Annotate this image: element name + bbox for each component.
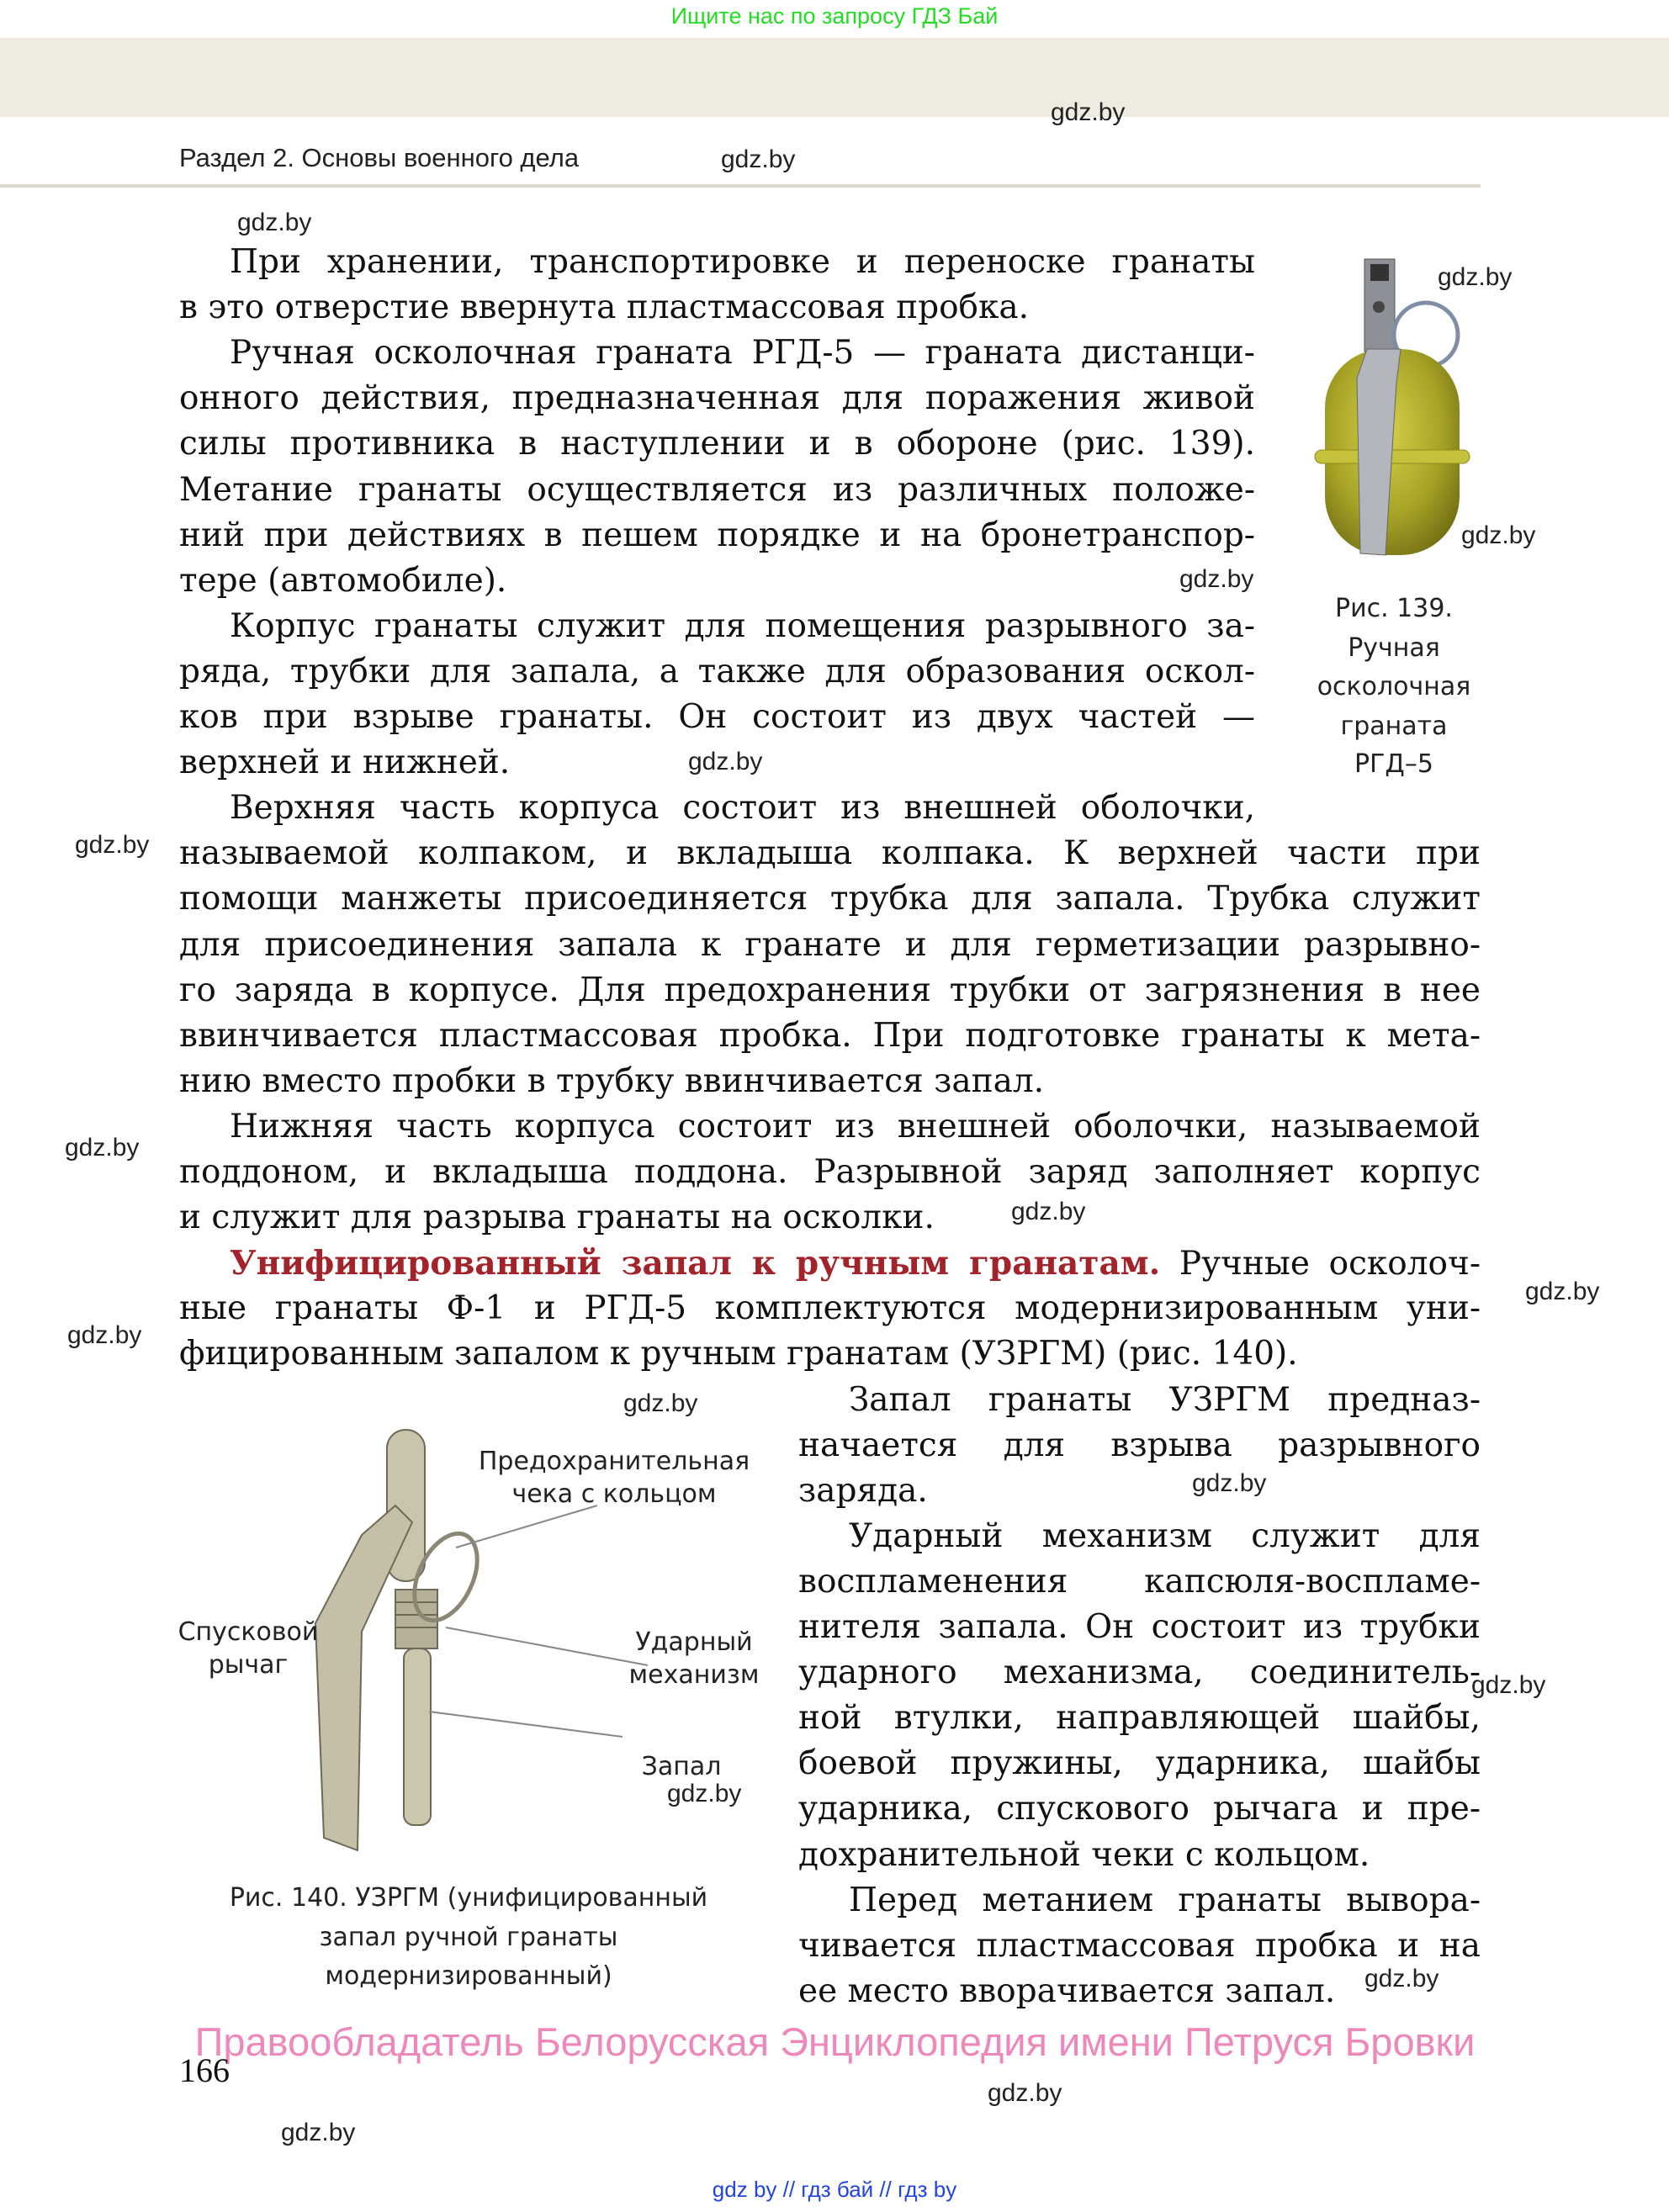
watermark: gdz.by [281, 2119, 356, 2146]
section-header: Раздел 2. Основы военного дела [179, 143, 580, 172]
text-line: онного действия, предназначенная для поражения живой [179, 379, 1255, 418]
watermark: gdz.by [667, 1780, 742, 1807]
page-number: 166 [179, 2051, 230, 2089]
text-line: Ударный механизм служит для [849, 1516, 1481, 1555]
watermark: gdz.by [1192, 1469, 1267, 1497]
label-line: Предохранительная [478, 1447, 750, 1476]
label-line: Спусковой [177, 1617, 319, 1647]
label-line: чека с кольцом [511, 1479, 717, 1509]
watermark: gdz.by [1051, 98, 1126, 126]
text-line: начается для взрыва разрывного [798, 1426, 1481, 1464]
text-line: го заряда в корпусе. Для предохранения трубки от загрязнения в нее [179, 971, 1481, 1009]
watermark: gdz.by [237, 209, 312, 236]
caption-line: запал ручной гранаты [319, 1923, 618, 1952]
watermark: gdz.by [1011, 1198, 1086, 1225]
text-line: ударного механизма, соединитель- [798, 1654, 1481, 1692]
text-line: дохранительной чеки с кольцом. [798, 1835, 1370, 1874]
header-band [0, 38, 1669, 117]
text-line: ний при действиях в пешем порядке и на бронетранспор- [179, 516, 1255, 554]
text-line: чивается пластмассовая пробка и на [798, 1926, 1481, 1965]
text-line: боевой пружины, ударника, шайбы [798, 1744, 1481, 1783]
text-line: Нижняя часть корпуса состоит из внешней оболочки, называемой [230, 1107, 1481, 1146]
text-line: ряда, трубки для запала, а также для образования оскол- [179, 652, 1255, 691]
text-line: поддоном, и вкладыша поддона. Разрывной заряд заполняет корпус [179, 1153, 1481, 1191]
caption-line: граната [1340, 712, 1448, 741]
text-line: Корпус гранаты служит для помещения разрывного за- [230, 606, 1255, 645]
text-line: Перед метанием гранаты вывора- [849, 1881, 1481, 1919]
text-line: для присоединения запала к гранате и для герметизации разрывно- [179, 925, 1481, 964]
text-line: верхней и нижней. [179, 744, 511, 782]
text-line: Ручная осколочная граната РГД-5 — граната дистанци- [230, 334, 1255, 373]
text-span: Ручные осколоч- [1160, 1245, 1481, 1283]
text-line: помощи манжеты присоединяется трубка для запала. Трубка служит [179, 880, 1481, 918]
label-release-lever [156, 1616, 341, 1681]
text-line: нию вместо пробки в трубку ввинчивается запал. [179, 1061, 1045, 1100]
watermark: gdz.by [721, 146, 796, 173]
watermark: gdz.by [688, 748, 763, 775]
text-line: Верхняя часть корпуса состоит из внешней оболочки, [230, 789, 1255, 828]
label-line: рычаг [208, 1650, 289, 1680]
caption-line: Рис. 140. УЗРГМ (унифицированный [229, 1883, 708, 1913]
text-line: в это отверстие ввернута пластмассовая пробка. [179, 288, 1030, 327]
text-line: ударника, спускового рычага и пре- [798, 1790, 1481, 1828]
watermark: gdz.by [65, 1134, 140, 1162]
text-line: фицированным запалом к ручным гранатам (УЗРГМ) (рис. 140). [179, 1335, 1298, 1373]
rgd5-grenade-image [1308, 252, 1476, 559]
label-line: механизм [628, 1660, 760, 1690]
watermark: gdz.by [1471, 1671, 1546, 1699]
text-line: ее место вворачивается запал. [798, 1971, 1336, 2010]
text-line: нителя запала. Он состоит из трубки [798, 1608, 1481, 1646]
watermark: gdz.by [988, 2079, 1062, 2107]
text-line: называемой колпаком, и вкладыша колпака. К верхней части при [179, 834, 1481, 873]
text-line: силы противника в наступлении и в обороне (рис. 139). [179, 425, 1255, 463]
label-fuse: Запал [641, 1752, 722, 1781]
text-line: При хранении, транспортировке и переноске гранаты [230, 243, 1255, 281]
text-line: Метание гранаты осуществляется из различных положе- [179, 470, 1255, 509]
header-divider [0, 184, 1481, 188]
text-line: и служит для разрыва гранаты на осколки. [179, 1199, 935, 1237]
search-hint-banner: Ищите нас по запросу ГДЗ Бай [670, 3, 999, 29]
caption-line: Ручная [1348, 633, 1440, 663]
bottom-links: gdz by // гдз бай // гдз by [712, 2177, 957, 2202]
caption-line: Рис. 139. [1335, 594, 1453, 623]
watermark: gdz.by [1525, 1278, 1600, 1305]
text-line: ные гранаты Ф-1 и РГД-5 комплектуются модернизированным уни- [179, 1289, 1481, 1328]
text-line: воспламенения капсюля-воспламе- [798, 1562, 1481, 1601]
watermark: gdz.by [67, 1321, 142, 1349]
text-line: тере (автомобиле). [179, 561, 507, 600]
watermark: gdz.by [1461, 521, 1536, 549]
text-line: ной втулки, направляющей шайбы, [798, 1699, 1481, 1738]
label-safety-pin [471, 1445, 757, 1511]
watermark: gdz.by [1364, 1965, 1439, 1992]
section-heading: Унифицированный запал к ручным гранатам. [230, 1244, 1161, 1283]
label-striker-mechanism [601, 1626, 787, 1691]
watermark: gdz.by [1438, 263, 1513, 291]
text-line: Запал гранаты УЗРГМ предназ- [849, 1380, 1481, 1419]
watermark: gdz.by [623, 1389, 698, 1417]
label-line: Ударный [635, 1627, 753, 1657]
caption-line: РГД–5 [1354, 749, 1433, 779]
watermark: gdz.by [1179, 565, 1254, 593]
caption-line: осколочная [1317, 672, 1471, 701]
text-line: ввинчивается пластмассовая пробка. При подготовке гранаты к мета- [179, 1016, 1481, 1055]
watermark: gdz.by [75, 831, 150, 859]
text-line [230, 1241, 1481, 1286]
text-line: ков при взрыве гранаты. Он состоит из двух частей — [179, 698, 1255, 736]
caption-line: модернизированный) [325, 1961, 612, 1991]
text-line: заряда. [798, 1471, 928, 1510]
rights-notice: Правообладатель Белорусская Энциклопедия имени Петруся Бровки [194, 2019, 1476, 2064]
